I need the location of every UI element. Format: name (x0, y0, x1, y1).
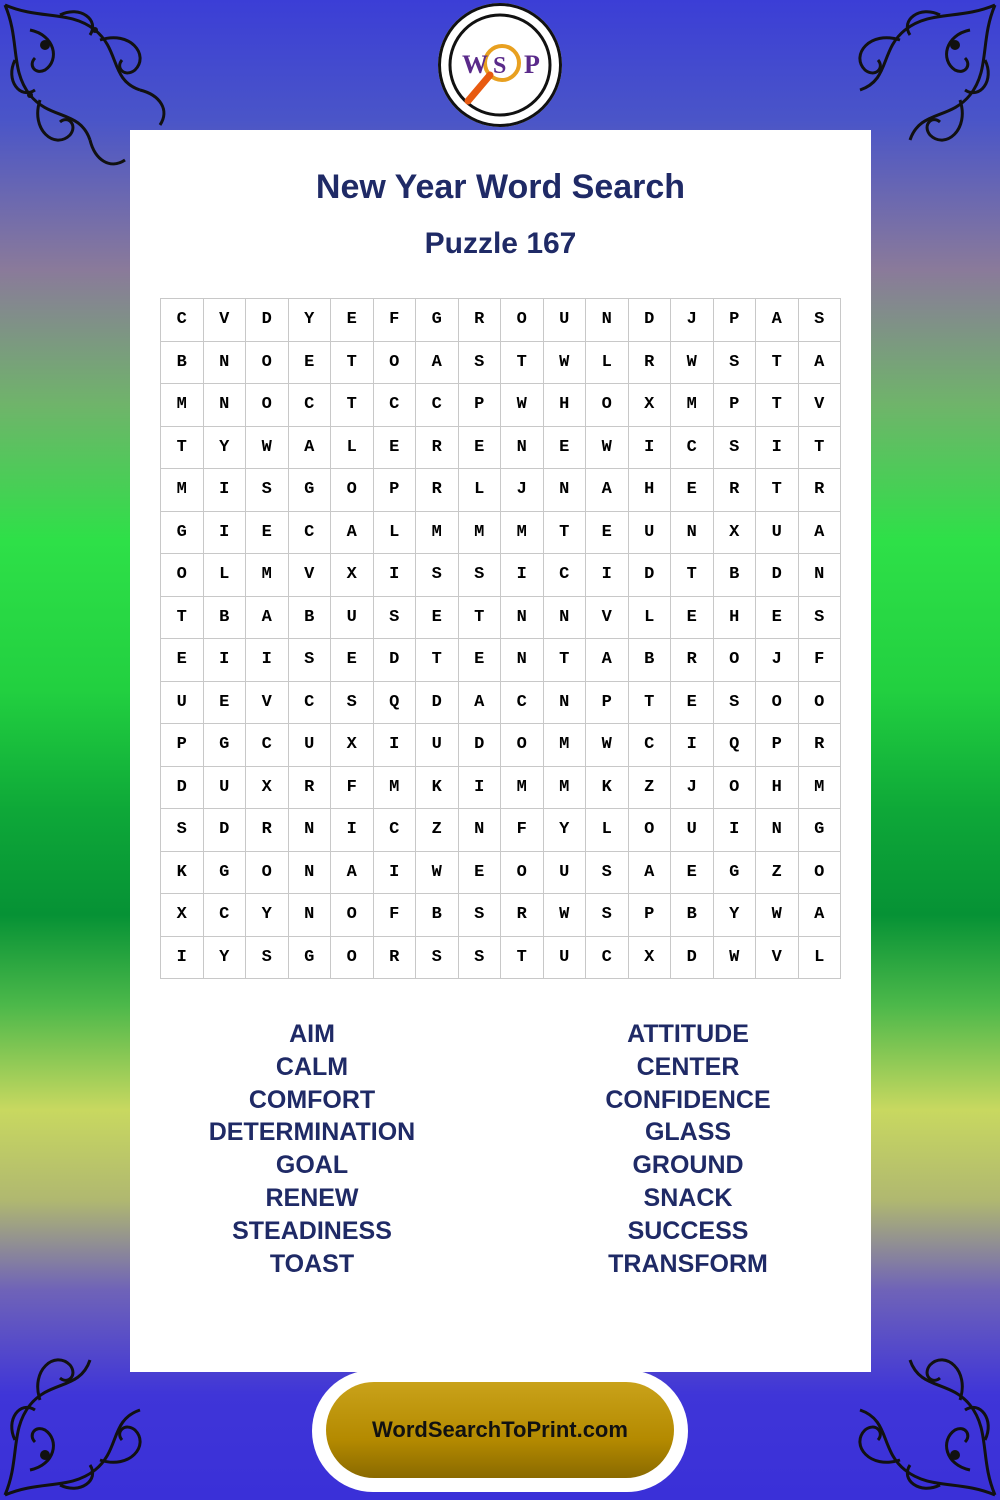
grid-cell[interactable]: O (799, 852, 842, 895)
grid-cell[interactable]: B (629, 639, 672, 682)
grid-cell[interactable]: C (671, 427, 714, 470)
word-list-item: RENEW (265, 1183, 359, 1212)
grid-cell[interactable]: I (331, 809, 374, 852)
grid-cell[interactable]: E (671, 852, 714, 895)
grid-cell[interactable]: U (331, 597, 374, 640)
grid-cell[interactable]: P (756, 724, 799, 767)
word-list-item: GLASS (644, 1118, 732, 1147)
grid-cell[interactable]: U (629, 512, 672, 555)
grid-cell[interactable]: T (756, 469, 799, 512)
grid-cell[interactable]: R (629, 342, 672, 385)
grid-cell[interactable]: Y (204, 427, 247, 470)
grid-cell[interactable]: X (629, 384, 672, 427)
grid-cell[interactable]: O (246, 384, 289, 427)
grid-cell[interactable]: L (331, 427, 374, 470)
grid-cell[interactable]: Z (416, 809, 459, 852)
grid-cell[interactable]: M (544, 767, 587, 810)
word-list-item: CONFIDENCE (605, 1085, 771, 1114)
grid-cell[interactable]: V (246, 682, 289, 725)
grid-cell[interactable]: B (671, 894, 714, 937)
grid-cell[interactable]: N (586, 299, 629, 342)
grid-cell[interactable]: E (374, 427, 417, 470)
grid-cell[interactable]: F (374, 299, 417, 342)
grid-cell[interactable]: I (161, 937, 204, 980)
grid-cell[interactable]: K (416, 767, 459, 810)
puzzle-number: Puzzle 167 (424, 227, 577, 260)
site-logo[interactable] (438, 3, 562, 127)
grid-cell[interactable]: U (544, 937, 587, 980)
grid-cell[interactable]: D (459, 724, 502, 767)
grid-cell[interactable]: S (331, 682, 374, 725)
grid-cell[interactable]: F (331, 767, 374, 810)
grid-cell[interactable]: T (501, 342, 544, 385)
grid-cell[interactable]: D (629, 299, 672, 342)
grid-cell[interactable]: E (756, 597, 799, 640)
grid-cell[interactable]: N (501, 427, 544, 470)
grid-cell[interactable]: S (374, 597, 417, 640)
word-list-item: SNACK (643, 1183, 733, 1212)
grid-cell[interactable]: M (161, 469, 204, 512)
grid-cell[interactable]: A (799, 342, 842, 385)
footer-badge (312, 1370, 688, 1492)
grid-cell[interactable]: S (459, 554, 502, 597)
grid-cell[interactable]: X (161, 894, 204, 937)
grid-cell[interactable]: L (586, 809, 629, 852)
word-list-item: TOAST (269, 1249, 355, 1278)
grid-cell[interactable]: R (799, 469, 842, 512)
grid-cell[interactable]: E (246, 512, 289, 555)
grid-cell[interactable]: W (544, 894, 587, 937)
grid-cell[interactable]: S (714, 682, 757, 725)
grid-cell[interactable]: E (459, 427, 502, 470)
grid-cell[interactable]: Y (714, 894, 757, 937)
grid-cell[interactable]: W (756, 894, 799, 937)
grid-cell[interactable]: Y (246, 894, 289, 937)
grid-cell[interactable]: T (629, 682, 672, 725)
grid-cell[interactable]: O (501, 852, 544, 895)
grid-cell[interactable]: T (501, 937, 544, 980)
grid-cell[interactable]: F (799, 639, 842, 682)
grid-cell[interactable]: D (629, 554, 672, 597)
grid-cell[interactable]: T (799, 427, 842, 470)
grid-cell[interactable]: I (204, 469, 247, 512)
grid-cell[interactable]: W (544, 342, 587, 385)
grid-cell[interactable]: V (289, 554, 332, 597)
grid-cell[interactable]: N (204, 384, 247, 427)
grid-cell[interactable]: S (416, 937, 459, 980)
grid-cell[interactable]: I (714, 809, 757, 852)
grid-cell[interactable]: S (459, 937, 502, 980)
grid-cell[interactable]: M (544, 724, 587, 767)
grid-cell[interactable]: I (756, 427, 799, 470)
grid-cell[interactable]: N (544, 469, 587, 512)
grid-cell[interactable]: O (501, 724, 544, 767)
grid-cell[interactable]: I (374, 554, 417, 597)
grid-cell[interactable]: P (629, 894, 672, 937)
grid-cell[interactable]: M (246, 554, 289, 597)
grid-cell[interactable]: J (671, 299, 714, 342)
grid-cell[interactable]: J (756, 639, 799, 682)
grid-cell[interactable]: R (374, 937, 417, 980)
grid-cell[interactable]: I (671, 724, 714, 767)
grid-cell[interactable]: U (756, 512, 799, 555)
grid-cell[interactable]: S (161, 809, 204, 852)
grid-cell[interactable]: D (671, 937, 714, 980)
grid-cell[interactable]: S (459, 342, 502, 385)
grid-cell[interactable]: N (756, 809, 799, 852)
grid-cell[interactable]: I (204, 512, 247, 555)
puzzle-card (130, 130, 871, 1372)
grid-cell[interactable]: C (289, 682, 332, 725)
grid-cell[interactable]: O (331, 469, 374, 512)
grid-cell[interactable]: E (671, 597, 714, 640)
grid-cell[interactable]: M (161, 384, 204, 427)
grid-cell[interactable]: E (671, 469, 714, 512)
grid-cell[interactable]: B (204, 597, 247, 640)
grid-cell[interactable]: S (714, 427, 757, 470)
grid-cell[interactable]: R (501, 894, 544, 937)
grid-cell[interactable]: X (331, 724, 374, 767)
grid-cell[interactable]: A (246, 597, 289, 640)
word-list-item: GROUND (632, 1151, 744, 1180)
grid-cell[interactable]: R (289, 767, 332, 810)
grid-cell[interactable]: D (246, 299, 289, 342)
grid-cell[interactable]: A (416, 342, 459, 385)
grid-cell[interactable]: E (331, 639, 374, 682)
grid-cell[interactable]: J (501, 469, 544, 512)
grid-cell[interactable]: T (671, 554, 714, 597)
grid-cell[interactable]: N (204, 342, 247, 385)
grid-cell[interactable]: O (501, 299, 544, 342)
grid-cell[interactable]: G (799, 809, 842, 852)
grid-cell[interactable]: S (246, 469, 289, 512)
word-list-item: STEADINESS (232, 1216, 392, 1245)
grid-cell[interactable]: K (161, 852, 204, 895)
grid-cell[interactable]: U (161, 682, 204, 725)
word-list-item: TRANSFORM (608, 1249, 768, 1278)
grid-cell[interactable]: M (501, 767, 544, 810)
grid-cell[interactable]: N (501, 639, 544, 682)
grid-cell[interactable]: S (586, 852, 629, 895)
grid-cell[interactable]: Y (544, 809, 587, 852)
grid-cell[interactable]: I (374, 852, 417, 895)
grid-cell[interactable]: G (714, 852, 757, 895)
grid-cell[interactable]: I (374, 724, 417, 767)
grid-cell[interactable]: F (501, 809, 544, 852)
grid-cell[interactable]: R (416, 427, 459, 470)
grid-cell[interactable]: P (714, 299, 757, 342)
grid-cell[interactable]: G (289, 469, 332, 512)
grid-cell[interactable]: U (204, 767, 247, 810)
grid-cell[interactable]: E (671, 682, 714, 725)
grid-cell[interactable]: S (289, 639, 332, 682)
grid-cell[interactable]: J (671, 767, 714, 810)
grid-cell[interactable]: B (714, 554, 757, 597)
word-list-item: SUCCESS (627, 1216, 749, 1245)
grid-cell[interactable]: A (756, 299, 799, 342)
grid-cell[interactable]: S (799, 597, 842, 640)
grid-cell[interactable]: A (799, 512, 842, 555)
grid-cell[interactable]: C (204, 894, 247, 937)
grid-cell[interactable]: O (714, 639, 757, 682)
grid-cell[interactable]: I (629, 427, 672, 470)
grid-cell[interactable]: C (416, 384, 459, 427)
grid-cell[interactable]: B (416, 894, 459, 937)
grid-cell[interactable]: M (459, 512, 502, 555)
grid-cell[interactable]: N (459, 809, 502, 852)
grid-cell[interactable]: E (459, 852, 502, 895)
grid-cell[interactable]: C (289, 512, 332, 555)
grid-cell[interactable]: L (629, 597, 672, 640)
grid-cell[interactable]: I (501, 554, 544, 597)
grid-cell[interactable]: V (204, 299, 247, 342)
grid-cell[interactable]: V (799, 384, 842, 427)
svg-text:P: P (524, 50, 540, 79)
grid-cell[interactable]: A (331, 512, 374, 555)
grid-cell[interactable]: N (544, 682, 587, 725)
grid-cell[interactable]: D (374, 639, 417, 682)
grid-cell[interactable]: X (246, 767, 289, 810)
grid-cell[interactable]: C (246, 724, 289, 767)
grid-cell[interactable]: N (289, 894, 332, 937)
grid-cell[interactable]: E (331, 299, 374, 342)
word-list-item: AIM (289, 1020, 335, 1048)
grid-cell[interactable]: C (161, 299, 204, 342)
grid-cell[interactable]: T (756, 384, 799, 427)
grid-cell[interactable]: W (671, 342, 714, 385)
grid-cell[interactable]: N (671, 512, 714, 555)
grid-cell[interactable]: S (416, 554, 459, 597)
svg-text:S: S (493, 53, 507, 79)
page-title: New Year Word Search (315, 168, 686, 206)
grid-cell[interactable]: R (459, 299, 502, 342)
grid-cell[interactable]: M (799, 767, 842, 810)
grid-cell[interactable]: U (416, 724, 459, 767)
grid-cell[interactable]: A (586, 469, 629, 512)
grid-cell[interactable]: U (544, 299, 587, 342)
grid-cell[interactable]: D (161, 767, 204, 810)
grid-cell[interactable]: A (586, 639, 629, 682)
grid-cell[interactable]: N (289, 809, 332, 852)
grid-cell[interactable]: N (289, 852, 332, 895)
grid-cell[interactable]: G (204, 852, 247, 895)
grid-cell[interactable]: C (501, 682, 544, 725)
grid-cell[interactable]: E (204, 682, 247, 725)
grid-cell[interactable]: P (586, 682, 629, 725)
grid-cell[interactable]: V (586, 597, 629, 640)
grid-cell[interactable]: N (501, 597, 544, 640)
grid-cell[interactable]: U (289, 724, 332, 767)
grid-cell[interactable]: A (289, 427, 332, 470)
grid-cell[interactable]: E (544, 427, 587, 470)
grid-cell[interactable]: N (799, 554, 842, 597)
grid-cell[interactable]: E (289, 342, 332, 385)
svg-text:W: W (462, 50, 488, 79)
grid-cell[interactable]: C (374, 809, 417, 852)
grid-cell[interactable]: L (586, 342, 629, 385)
grid-cell[interactable]: Z (756, 852, 799, 895)
grid-cell[interactable]: C (289, 384, 332, 427)
grid-cell[interactable]: W (586, 427, 629, 470)
grid-cell[interactable]: S (586, 894, 629, 937)
grid-cell[interactable]: C (544, 554, 587, 597)
grid-cell[interactable]: H (714, 597, 757, 640)
grid-cell[interactable]: W (246, 427, 289, 470)
grid-cell[interactable]: T (544, 512, 587, 555)
grid-cell[interactable]: Y (289, 299, 332, 342)
grid-cell[interactable]: M (374, 767, 417, 810)
grid-cell[interactable]: M (416, 512, 459, 555)
magnifier-logo-icon (438, 3, 562, 127)
grid-cell[interactable]: H (629, 469, 672, 512)
grid-cell[interactable]: F (374, 894, 417, 937)
site-link[interactable]: WordSearchToPrint.com (326, 1382, 674, 1478)
word-list-item: CENTER (636, 1052, 740, 1081)
grid-cell[interactable]: O (246, 852, 289, 895)
word-list-right (538, 1018, 838, 1280)
word-list-item: CALM (275, 1052, 349, 1081)
grid-cell[interactable]: X (714, 512, 757, 555)
grid-cell[interactable]: O (799, 682, 842, 725)
grid-cell[interactable]: T (544, 639, 587, 682)
grid-cell[interactable]: E (416, 597, 459, 640)
grid-cell[interactable]: E (586, 512, 629, 555)
grid-cell[interactable]: T (161, 597, 204, 640)
grid-cell[interactable]: L (459, 469, 502, 512)
grid-cell[interactable]: R (671, 639, 714, 682)
grid-cell[interactable]: T (459, 597, 502, 640)
grid-cell[interactable]: B (161, 342, 204, 385)
grid-cell[interactable]: A (331, 852, 374, 895)
grid-cell[interactable]: G (204, 724, 247, 767)
grid-cell[interactable]: I (246, 639, 289, 682)
grid-cell[interactable]: O (714, 767, 757, 810)
grid-cell[interactable]: O (331, 937, 374, 980)
grid-cell[interactable]: W (714, 937, 757, 980)
grid-cell[interactable]: O (331, 894, 374, 937)
grid-cell[interactable]: L (799, 937, 842, 980)
grid-cell[interactable]: O (161, 554, 204, 597)
grid-cell[interactable]: H (756, 767, 799, 810)
grid-cell[interactable]: W (501, 384, 544, 427)
grid-cell[interactable]: O (629, 809, 672, 852)
word-list-item: COMFORT (248, 1085, 376, 1114)
grid-cell[interactable]: C (586, 937, 629, 980)
grid-cell[interactable]: D (416, 682, 459, 725)
grid-cell[interactable]: X (331, 554, 374, 597)
grid-cell[interactable]: V (756, 937, 799, 980)
grid-cell[interactable]: I (204, 639, 247, 682)
grid-cell[interactable]: O (756, 682, 799, 725)
grid-cell[interactable]: N (544, 597, 587, 640)
grid-cell[interactable]: O (374, 342, 417, 385)
grid-cell[interactable]: L (204, 554, 247, 597)
grid-cell[interactable]: W (416, 852, 459, 895)
grid-cell[interactable]: I (459, 767, 502, 810)
grid-cell[interactable]: H (544, 384, 587, 427)
word-list-item: ATTITUDE (627, 1020, 749, 1048)
grid-cell[interactable]: T (331, 342, 374, 385)
grid-cell[interactable]: G (416, 299, 459, 342)
grid-cell[interactable]: R (714, 469, 757, 512)
grid-cell[interactable]: E (459, 639, 502, 682)
grid-cell[interactable]: S (246, 937, 289, 980)
grid-cell[interactable]: S (799, 299, 842, 342)
grid-cell[interactable]: I (586, 554, 629, 597)
grid-cell[interactable]: R (799, 724, 842, 767)
grid-cell[interactable]: T (756, 342, 799, 385)
grid-cell[interactable]: Q (714, 724, 757, 767)
grid-cell[interactable]: X (629, 937, 672, 980)
grid-cell[interactable]: E (161, 639, 204, 682)
grid-cell[interactable]: M (501, 512, 544, 555)
grid-cell[interactable]: R (416, 469, 459, 512)
word-list-left (162, 1018, 462, 1280)
grid-cell[interactable]: T (416, 639, 459, 682)
grid-cell[interactable]: A (459, 682, 502, 725)
grid-cell[interactable]: P (459, 384, 502, 427)
grid-cell[interactable]: D (204, 809, 247, 852)
grid-cell[interactable]: A (629, 852, 672, 895)
grid-cell[interactable]: K (586, 767, 629, 810)
grid-cell[interactable]: S (459, 894, 502, 937)
grid-cell[interactable]: Q (374, 682, 417, 725)
grid-cell[interactable]: T (161, 427, 204, 470)
grid-cell[interactable]: O (246, 342, 289, 385)
grid-cell[interactable]: Z (629, 767, 672, 810)
grid-cell[interactable]: W (586, 724, 629, 767)
grid-cell[interactable]: M (671, 384, 714, 427)
grid-cell[interactable]: Y (204, 937, 247, 980)
word-list-item: DETERMINATION (208, 1118, 416, 1147)
grid-cell[interactable]: A (799, 894, 842, 937)
grid-cell[interactable]: T (331, 384, 374, 427)
grid-cell[interactable]: P (714, 384, 757, 427)
grid-cell[interactable]: C (629, 724, 672, 767)
grid-cell[interactable]: C (374, 384, 417, 427)
grid-cell[interactable]: B (289, 597, 332, 640)
word-list-item: GOAL (275, 1151, 349, 1180)
grid-cell[interactable]: D (756, 554, 799, 597)
grid-cell[interactable]: U (544, 852, 587, 895)
grid-cell[interactable]: G (161, 512, 204, 555)
grid-cell[interactable]: G (289, 937, 332, 980)
letter-grid[interactable] (160, 298, 841, 979)
grid-cell[interactable]: L (374, 512, 417, 555)
grid-cell[interactable]: R (246, 809, 289, 852)
grid-cell[interactable]: U (671, 809, 714, 852)
grid-cell[interactable]: O (586, 384, 629, 427)
grid-cell[interactable]: P (374, 469, 417, 512)
grid-cell[interactable]: S (714, 342, 757, 385)
grid-cell[interactable]: P (161, 724, 204, 767)
